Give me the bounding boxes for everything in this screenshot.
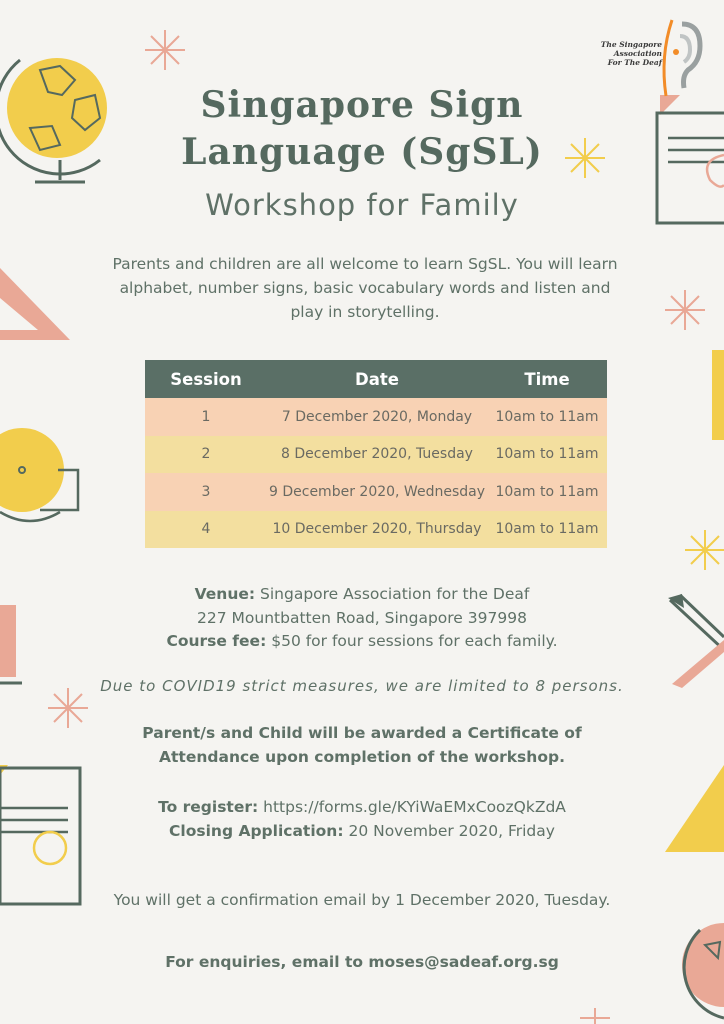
- logo-line: For The Deaf: [607, 58, 662, 67]
- logo-line: Association: [613, 49, 662, 58]
- sparkle-icon: [580, 1008, 610, 1024]
- venue-line: [0, 585, 724, 603]
- enquiry-line: For enquiries, email to moses@sadeaf.org.sg: [165, 953, 559, 971]
- closing-line: [0, 822, 724, 840]
- cell-time: 10am to 11am: [487, 511, 607, 549]
- table-row: [145, 436, 607, 474]
- header-session: Session: [145, 360, 267, 398]
- certificate-line-1: Parent/s and Child will be awarded a Certificate of: [142, 724, 582, 742]
- register-label: To register:: [158, 798, 259, 816]
- subtitle: Workshop for Family: [205, 188, 519, 222]
- cell-session: 2: [145, 436, 267, 474]
- cell-session: 1: [145, 398, 267, 436]
- cell-date: 10 December 2020, Thursday: [267, 511, 487, 549]
- closing-label: Closing Application:: [169, 822, 344, 840]
- session-table: [145, 360, 607, 548]
- cell-time: 10am to 11am: [487, 398, 607, 436]
- cell-session: 4: [145, 511, 267, 549]
- certificate-line-2: Attendance upon completion of the workshop.: [159, 748, 565, 766]
- header-date: Date: [267, 360, 487, 398]
- logo-text: [592, 40, 662, 67]
- register-link[interactable]: https://forms.gle/KYiWaEMxCoozQkZdA: [263, 798, 566, 816]
- table-row: [145, 511, 607, 549]
- title-line-2: Language (SgSL): [181, 131, 543, 173]
- table-row: [145, 473, 607, 511]
- venue-name: Singapore Association for the Deaf: [260, 585, 530, 603]
- venue-address: 227 Mountbatten Road, Singapore 397998: [197, 609, 527, 627]
- cell-date: 7 December 2020, Monday: [267, 398, 487, 436]
- table-header-row: [145, 360, 607, 398]
- register-line: [0, 798, 724, 816]
- cell-date: 8 December 2020, Tuesday: [267, 436, 487, 474]
- covid-note: Due to COVID19 strict measures, we are limited to 8 persons.: [100, 677, 624, 695]
- sparkle-icon: [685, 530, 724, 570]
- closing-date: 20 November 2020, Friday: [348, 822, 555, 840]
- cell-time: 10am to 11am: [487, 436, 607, 474]
- title-line-1: Singapore Sign: [200, 84, 524, 126]
- cell-date: 9 December 2020, Wednesday: [267, 473, 487, 511]
- intro-paragraph: Parents and children are all welcome to learn SgSL. You will learn alphabet, number signs, basic vocabulary words and listen and play in storytelling.: [112, 255, 618, 321]
- fee-label: Course fee:: [166, 632, 267, 650]
- header-time: Time: [487, 360, 607, 398]
- logo-line: The Singapore: [600, 40, 662, 49]
- bell-icon: [0, 428, 78, 521]
- cell-session: 3: [145, 473, 267, 511]
- fee-value: $50 for four sessions for each family.: [271, 632, 558, 650]
- fee-line: [0, 632, 724, 650]
- confirmation-note: You will get a confirmation email by 1 December 2020, Tuesday.: [113, 891, 611, 909]
- set-square-icon: [0, 268, 70, 340]
- table-row: [145, 398, 607, 436]
- cell-time: 10am to 11am: [487, 473, 607, 511]
- venue-label: Venue:: [194, 585, 256, 603]
- notebook-icon: [712, 350, 724, 440]
- sparkle-icon: [665, 290, 705, 330]
- sparkle-icon: [145, 30, 185, 70]
